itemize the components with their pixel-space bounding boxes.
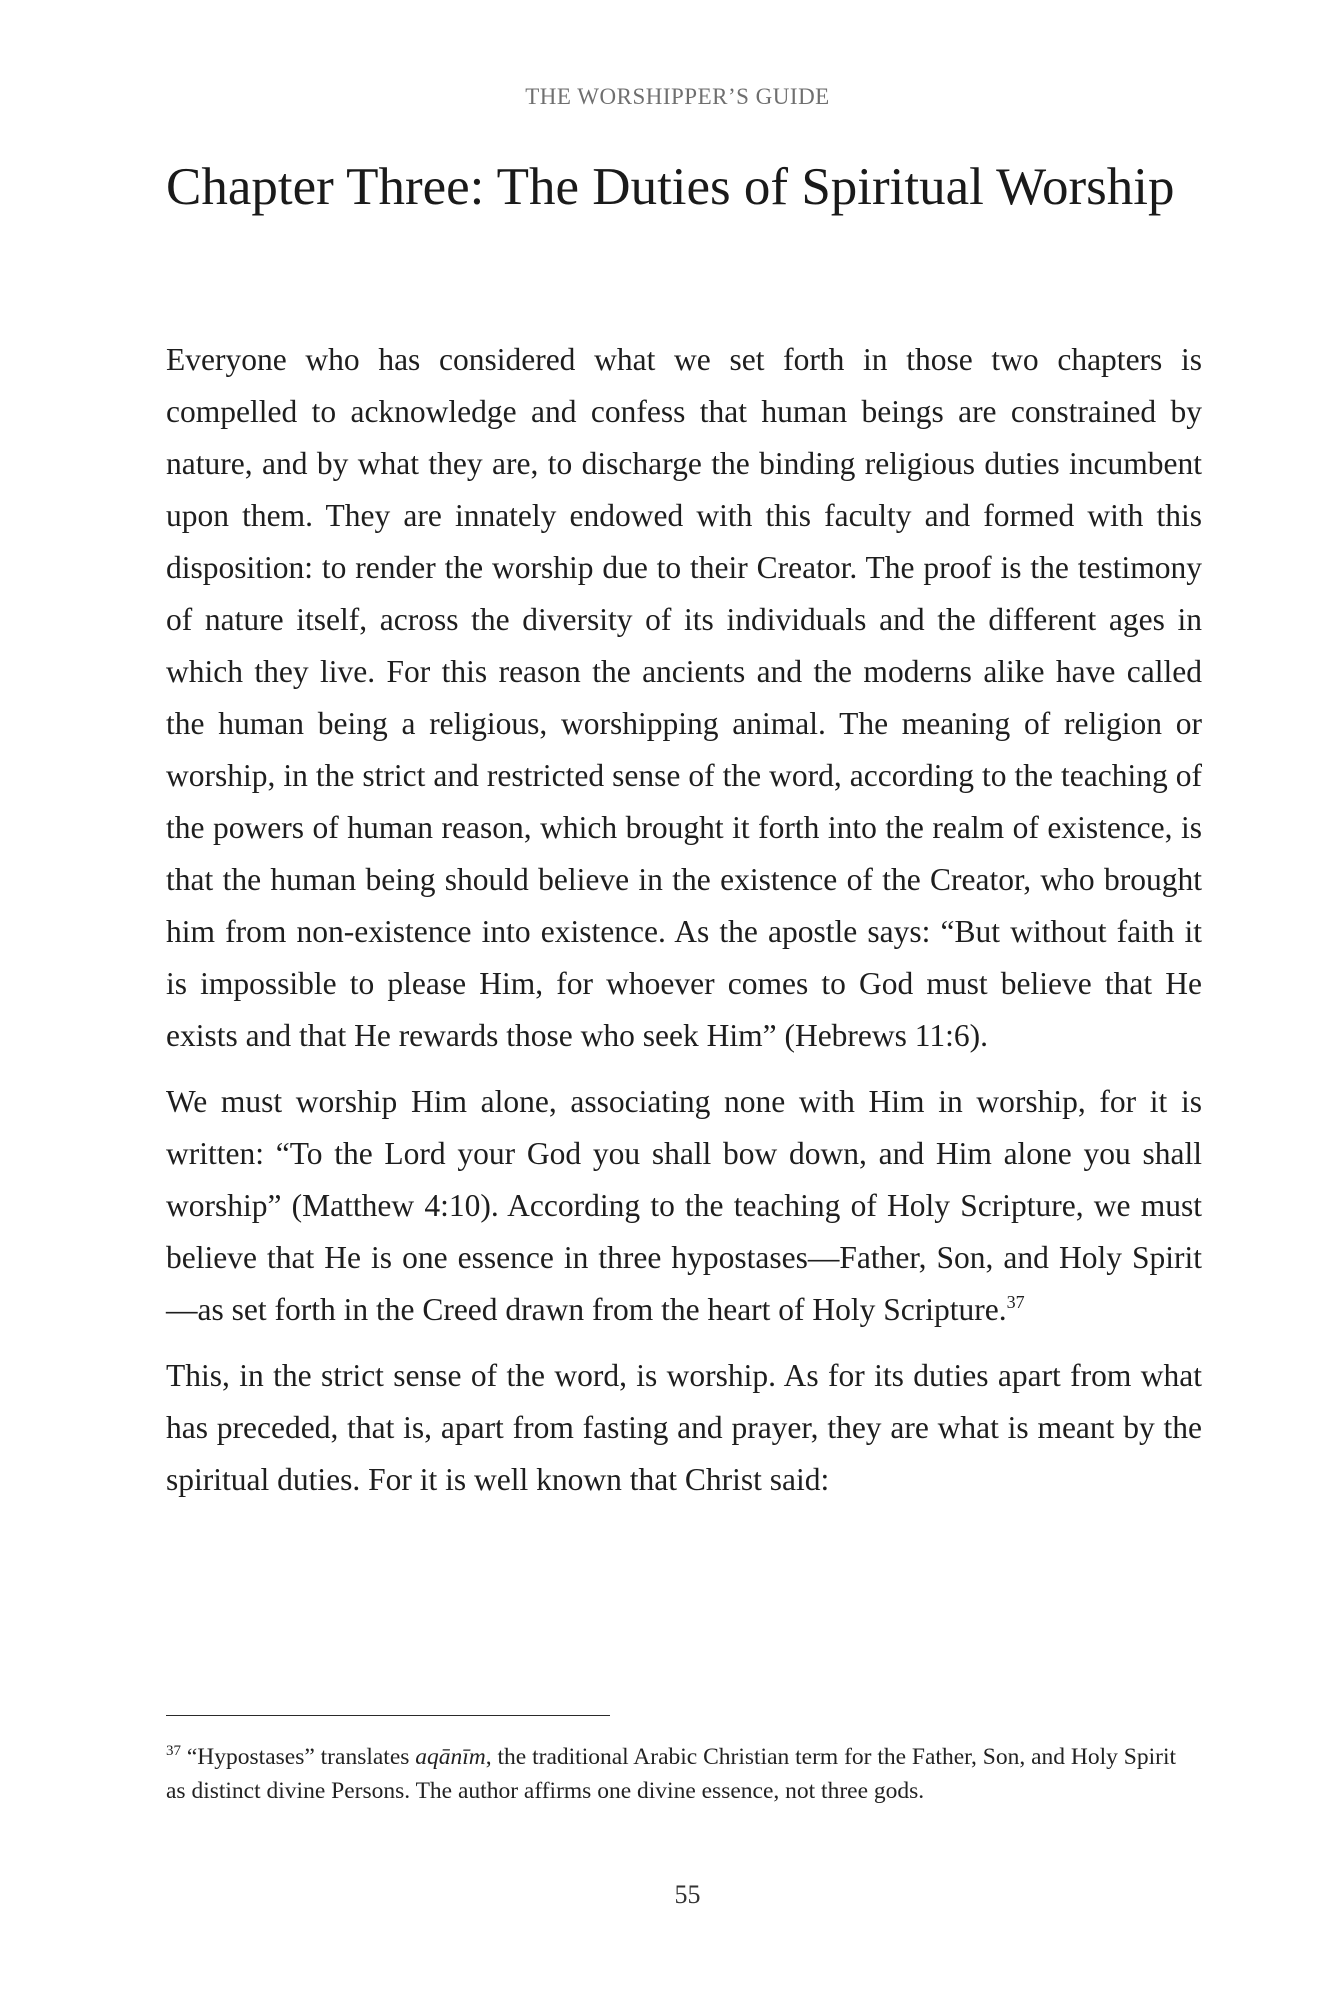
paragraph-1: Everyone who has considered what we set forth in those two chapters is compelled to acknowledge and confess that human beings are constrained by nature, and by what they are, to discharge the binding religious duties incumbent upon them. They are innately endowed with this faculty and formed with this disposition: to render the worship due to their Creator. The proof is the testimony of nature itself, across the diversity of its individuals and the different ages in which they live. For this reason the ancients and the moderns alike have called the human being a religious, worshipping animal. The meaning of religion or worship, in the strict and restricted sense of the word, according to the teaching of the powers of human reason, which brought it forth into the realm of existence, is that the human being should believe in the existence of the Creator, who brought him from non-existence into existence. As the apostle says: “But without faith it is impossible to please Him, for whoever comes to God must believe that He exists and that He rewards those who seek Him” (Hebrews 11:6). (166, 342, 1202, 1053)
page-number: 55 (674, 1880, 701, 1909)
footnote-divider (166, 1715, 610, 1716)
footnote-number: 37 (166, 1743, 181, 1759)
paragraph-3: This, in the strict sense of the word, is worship. As for its duties apart from what has preceded, that is, apart from fasting and prayer, they are what is meant by the spiritual duties. For it is well known that Christ said: (166, 1358, 1202, 1497)
paragraph-2 (166, 1076, 1202, 1336)
footnote (166, 1740, 1176, 1808)
footnote-text-before: “Hypostases” translates (181, 1744, 416, 1770)
paragraph-2-text: We must worship Him alone, associating none with Him in worship, for it is written: “To the Lord your God you shall bow down, and Him alone you shall worship” (Matthew 4:10). According to the teaching of Holy Scripture, we must believe that He is one essence in three hypostases—Father, Son, and Holy Spirit—as set forth in the Creed drawn from the heart of Holy Scripture. (166, 1084, 1202, 1327)
footnote-text-after: , the traditional Arabic Christian term for the Father, Son, and Holy Spirit as distinct divine Persons. The author affirms one divine essence, not three gods. (166, 1744, 1177, 1804)
footnote-reference[interactable]: 37 (1006, 1292, 1025, 1312)
footnote-term: aqānīm (415, 1744, 486, 1770)
running-head: THE WORSHIPPER’S GUIDE (525, 84, 830, 109)
chapter-title: Chapter Three: The Duties of Spiritual Worship (166, 158, 1175, 216)
body-text (166, 334, 1202, 1520)
